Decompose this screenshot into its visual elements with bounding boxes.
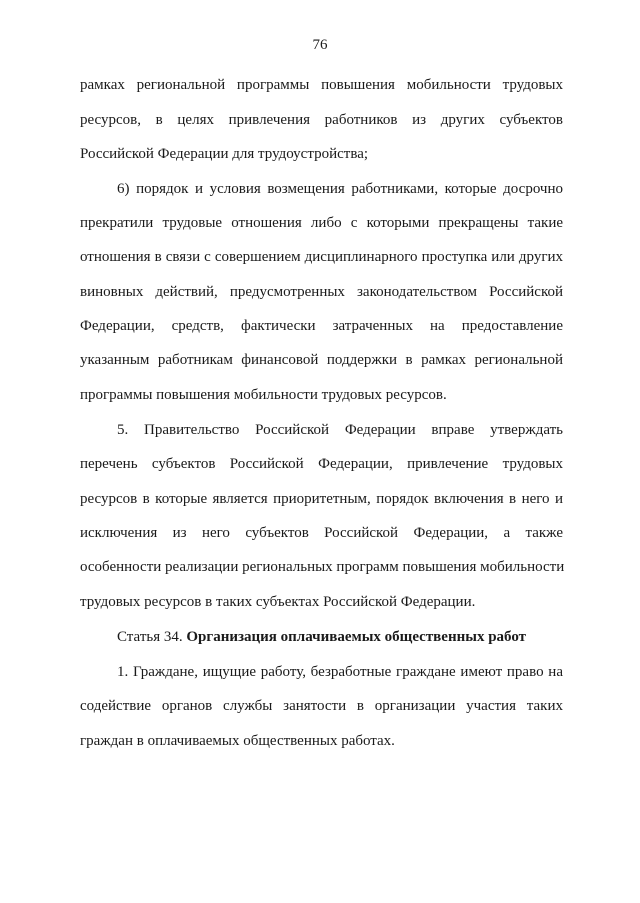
article-title: Организация оплачиваемых общественных работ bbox=[186, 629, 527, 645]
article-number: Статья 34. bbox=[117, 629, 183, 645]
text-line: 6) порядок и условия возмещения работниками, которые досрочно bbox=[117, 181, 563, 197]
text-line: Российской Федерации для трудоустройства; bbox=[80, 146, 369, 162]
text-line: 5. Правительство Российской Федерации вправе утверждать bbox=[117, 422, 563, 438]
text-line: 1. Граждане, ищущие работу, безработные граждане имеют право на bbox=[117, 664, 563, 680]
text-line: граждан в оплачиваемых общественных работах. bbox=[80, 733, 395, 749]
text-line: виновных действий, предусмотренных законодательством Российской bbox=[80, 284, 563, 300]
text-line: отношения в связи с совершением дисциплинарного проступка или других bbox=[80, 249, 563, 265]
text-line: указанным работникам финансовой поддержки в рамках региональной bbox=[80, 352, 563, 368]
article-heading bbox=[117, 628, 563, 646]
text-line: рамках региональной программы повышения мобильности трудовых bbox=[80, 77, 563, 93]
text-line: особенности реализации региональных программ повышения мобильности bbox=[80, 559, 565, 575]
text-line: Федерации, средств, фактически затраченных на предоставление bbox=[80, 318, 563, 334]
text-line: ресурсов в которые является приоритетным, порядок включения в него и bbox=[80, 491, 563, 507]
text-line: ресурсов, в целях привлечения работников из других субъектов bbox=[80, 112, 563, 128]
text-line: трудовых ресурсов в таких субъектах Российской Федерации. bbox=[80, 594, 476, 610]
page-number: 76 bbox=[312, 37, 328, 53]
text-line: перечень субъектов Российской Федерации, привлечение трудовых bbox=[80, 456, 563, 472]
text-line: исключения из него субъектов Российской Федерации, а также bbox=[80, 525, 563, 541]
text-line: программы повышения мобильности трудовых ресурсов. bbox=[80, 387, 447, 403]
text-line: прекратили трудовые отношения либо с которыми прекращены такие bbox=[80, 215, 563, 231]
text-line: содействие органов службы занятости в организации участия таких bbox=[80, 698, 563, 714]
